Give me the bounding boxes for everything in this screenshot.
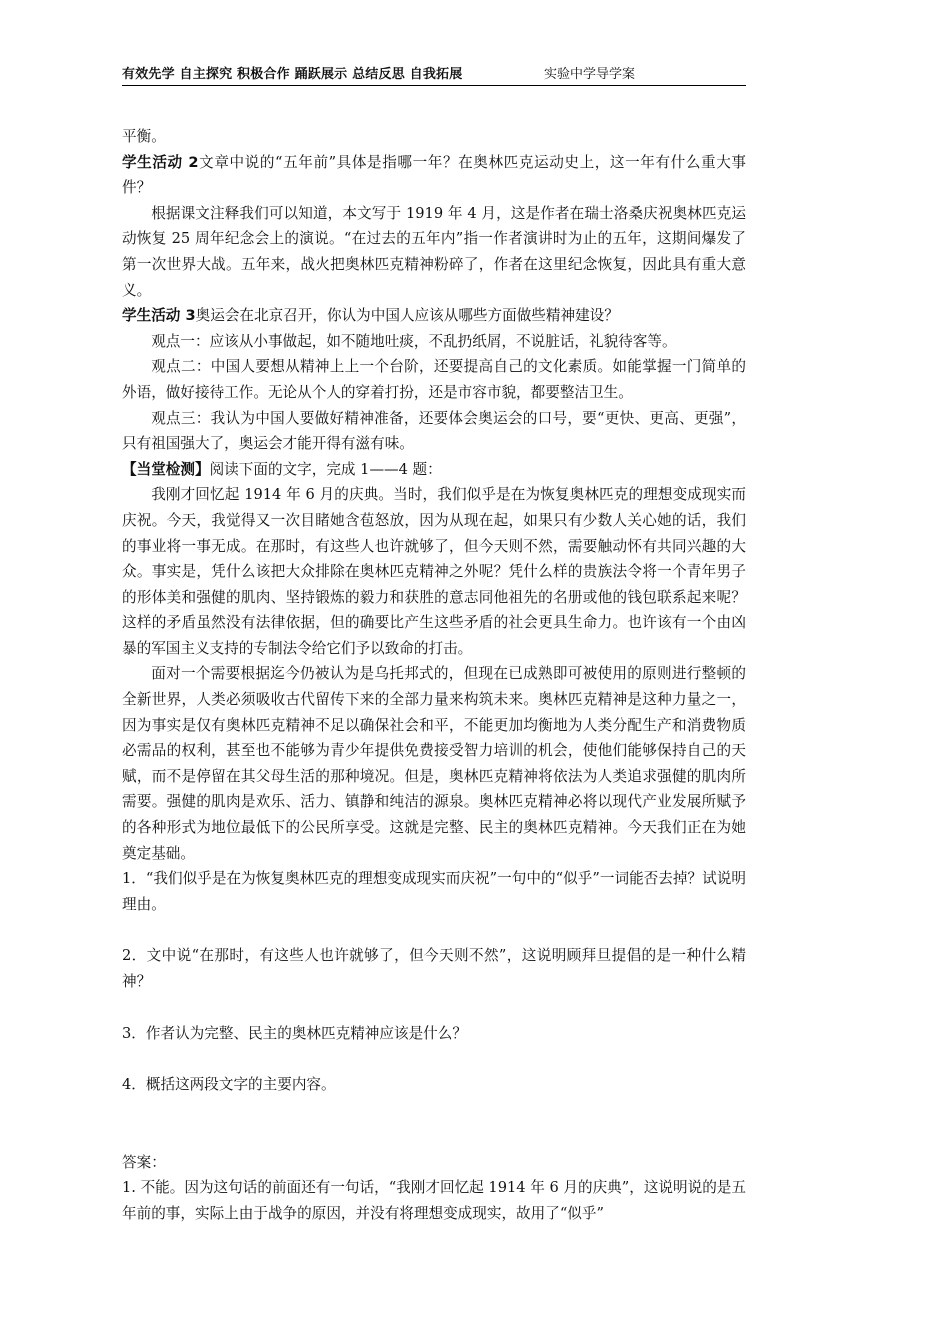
answer-1: 1. 不能。因为这句话的前面还有一句话，“我刚才回忆起 1914 年 6 月的庆典”，这说明说的是五年前的事，实际上由于战争的原因，并没有将理想变成现实，故用了“似乎” [122, 1179, 746, 1222]
classroom-test-intro: 阅读下面的文字，完成 1——4 题： [209, 460, 442, 478]
answer-space [122, 1046, 746, 1072]
activity-2-question-text: 文章中说的“五年前”具体是指哪一年？在奥林匹克运动史上，这一年有什么重大事件？ [122, 153, 746, 197]
header-slogan: 有效先学 自主探究 积极合作 踊跃展示 总结反思 自我拓展 [122, 67, 463, 82]
continued-text: 平衡。 [122, 128, 166, 145]
activity-2-answer: 根据课文注释我们可以知道，本文写于 1919 年 4 月，这是作者在瑞士洛桑庆祝奥林匹克运动恢复 25 周年纪念会上的演说。“在过去的五年内”指一作者演讲时为止的五年，这期间爆发了第一次世界大战。五年来，战火把奥林匹克精神粉碎了，作者在这里纪念恢复，因此具有重大意义。 [122, 204, 746, 299]
page-header [122, 66, 746, 86]
document-body [122, 124, 746, 1227]
question-4: 4．概括这两段文字的主要内容。 [122, 1076, 336, 1094]
answer-label: 答案： [122, 1153, 166, 1171]
question-2: 2．文中说“在那时，有这些人也许就够了，但今天则不然”，这说明顾拜旦提倡的是一种什么精神？ [122, 947, 746, 990]
passage-paragraph-2: 面对一个需要根据迄今仍被认为是乌托邦式的，但现在已成熟即可被使用的原则进行整顿的全新世界，人类必须吸收古代留传下来的全部力量来构筑未来。奥林匹克精神是这种力量之一，因为事实是仅有奥林匹克精神不足以确保社会和平，不能更加均衡地为人类分配生产和消费物质必需品的权利，甚至也不能够为青少年提供免费接受智力培训的机会，使他们能够保持自己的天赋，而不是停留在其父母生活的那种境况。但是，奥林匹克精神将依法为人类追求强健的肌肉所需要。强健的肌肉是欢乐、活力、镇静和纯洁的源泉。奥林匹克精神必将以现代产业发展所赋予的各种形式为地位最低下的公民所享受。这就是完整、民主的奥林匹克精神。今天我们正在为她奠定基础。 [122, 665, 746, 862]
activity-2-question [122, 150, 746, 201]
question-3: 3．作者认为完整、民主的奥林匹克精神应该是什么？ [122, 1024, 467, 1042]
question-1: 1．“我们似乎是在为恢复奥林匹克的理想变成现实而庆祝”一句中的“似乎”一词能否去掉？试说明理由。 [122, 870, 746, 913]
answer-space [122, 995, 746, 1021]
viewpoint-3: 观点三：我认为中国人要做好精神准备，还要体会奥运会的口号，要“更快、更高、更强”，只有祖国强大了，奥运会才能开得有滋有味。 [122, 409, 746, 453]
viewpoint-1: 观点一：应该从小事做起，如不随地吐痰，不乱扔纸屑，不说脏话，礼貌待客等。 [151, 332, 677, 350]
activity-3-label: 学生活动 3 [122, 307, 196, 325]
classroom-test-label: 【当堂检测】 [122, 460, 210, 478]
activity-2-label: 学生活动 2 [122, 153, 199, 171]
classroom-test [122, 457, 746, 483]
activity-3-question-text: 奥运会在北京召开，你认为中国人应该从哪些方面做些精神建设？ [195, 307, 619, 325]
viewpoint-2: 观点二：中国人要想从精神上上一个台阶，还要提高自己的文化素质。如能掌握一门简单的外语，做好接待工作。无论从个人的穿着打扮，还是市容市貌，都要整洁卫生。 [122, 358, 746, 401]
activity-3-question [122, 303, 746, 329]
passage-paragraph-1: 我刚才回忆起 1914 年 6 月的庆典。当时，我们似乎是在为恢复奥林匹克的理想变成现实而庆祝。今天，我觉得又一次目睹她含苞怒放，因为从现在起，如果只有少数人关心她的话，我们的事业将一事无成。在那时，有这些人也许就够了，但今天则不然，需要触动怀有共同兴趣的大众。事实是，凭什么该把大众排除在奥林匹克精神之外呢？凭什么样的贵族法令将一个青年男子的形体美和强健的肌肉、坚持锻炼的毅力和获胜的意志同他祖先的名册或他的钱包联系起来呢？这样的矛盾虽然没有法律依据，但的确要比产生这些矛盾的社会更具生命力。也许该有一个由凶暴的军国主义支持的专制法令给它们予以致命的打击。 [122, 486, 746, 657]
answer-space [122, 917, 746, 943]
answer-space [122, 1098, 746, 1150]
header-school-title: 实验中学导学案 [544, 67, 636, 82]
